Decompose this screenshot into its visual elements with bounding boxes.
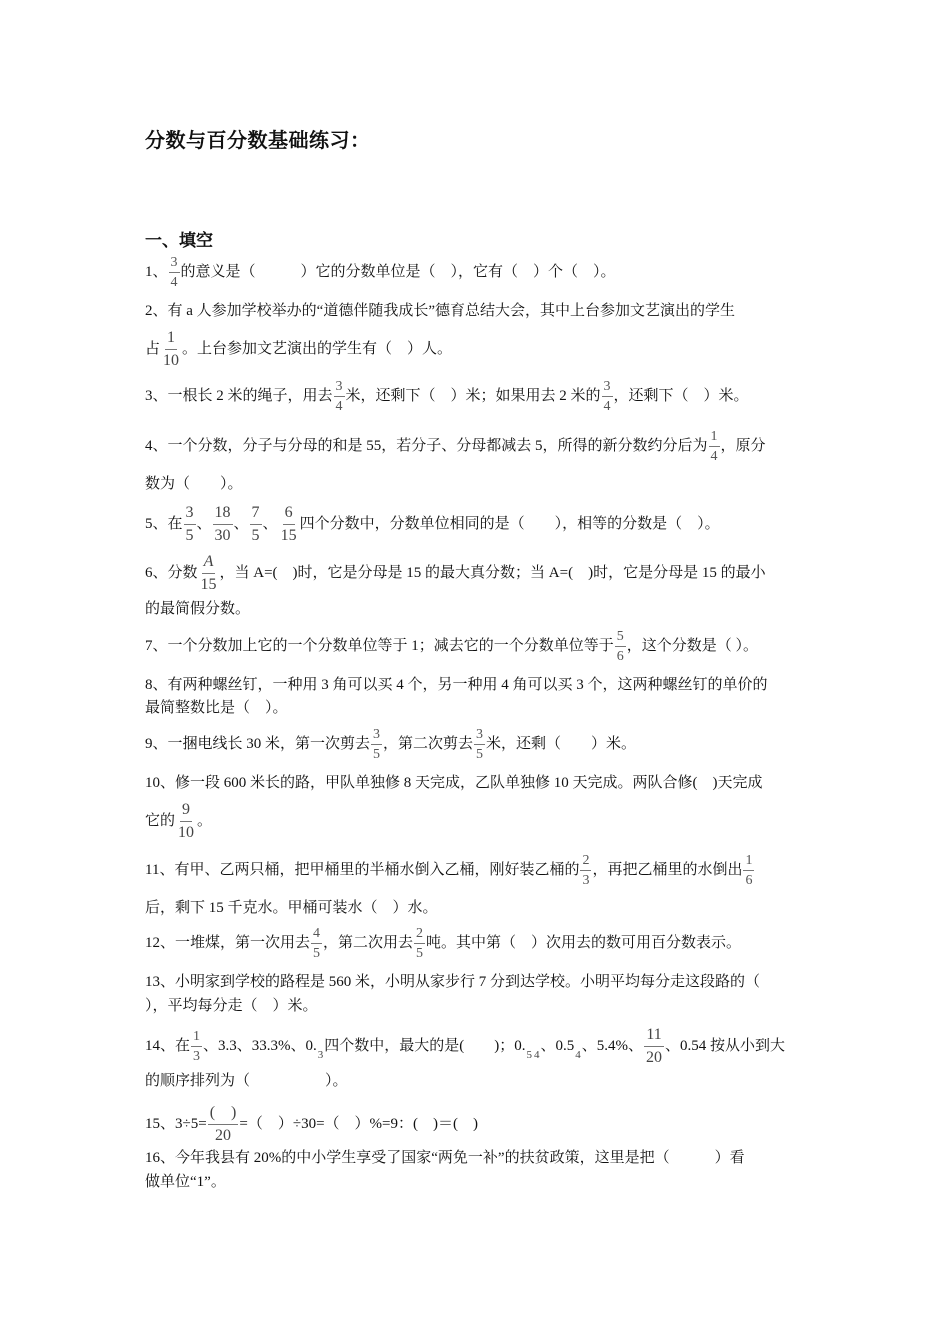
question-10-line-1: 10、修一段 600 米长的路，甲队单独修 8 天完成，乙队单独修 10 天完成。两队合修( )天完成	[145, 775, 763, 791]
repeating-digit	[527, 1030, 533, 1064]
numerator: 4	[311, 925, 322, 944]
q14-text-e: 、5.4%、	[581, 1037, 644, 1054]
q10-text-b: 。	[197, 812, 213, 829]
numerator: 9	[180, 800, 192, 822]
numerator: ( )	[208, 1103, 239, 1125]
section-heading: 一、填空	[145, 231, 213, 251]
question-7	[145, 628, 810, 665]
denominator: 6	[616, 649, 624, 664]
q5-text-a: 5、在	[145, 515, 183, 532]
question-2-line-2	[145, 328, 810, 371]
page-title: 分数与百分数基础练习：	[145, 128, 371, 152]
q6-text-b: ，当 A=( )时，它是分母是 15 的最大真分数；当 A=( )时，它是分母是 15 的最小	[219, 564, 766, 581]
q6-text-a: 6、分数	[145, 564, 198, 581]
numerator: 3	[602, 378, 613, 397]
q12-text-a: 12、一堆煤，第一次用去	[145, 934, 311, 951]
q4-text-a: 4、一个分数，分子与分母的和是 55，若分子、分母都减去 5，所得的新分数约分后为	[145, 437, 708, 454]
fraction	[199, 552, 219, 595]
separator: 、	[233, 515, 249, 532]
question-9	[145, 726, 810, 763]
fraction	[474, 726, 485, 763]
denominator: 10	[163, 352, 180, 369]
denominator: 20	[215, 1127, 232, 1144]
repeating-digit-value: 4	[575, 1048, 581, 1061]
q1-text: 的意义是（ ）它的分数单位是（ ），它有（ ）个（ ）。	[180, 263, 616, 280]
q9-text-b: ，第二次剪去	[383, 735, 474, 752]
question-1	[145, 254, 810, 291]
question-2-line-1: 2、有 a 人参加学校举办的“道德伴随我成长”德育总结大会，其中上台参加文艺演出的学生	[145, 303, 735, 319]
denominator: 4	[335, 399, 343, 414]
numerator: 2	[414, 925, 425, 944]
fraction	[213, 503, 233, 546]
question-6-line-1	[145, 552, 810, 595]
numerator: 5	[615, 628, 626, 647]
denominator: 30	[214, 527, 231, 544]
numerator: 1	[191, 1028, 202, 1047]
denominator: 3	[193, 1049, 201, 1064]
fraction	[169, 254, 180, 291]
question-14-line-1	[145, 1025, 810, 1068]
question-13-line-2: ），平均每分走（ ）米。	[145, 998, 318, 1014]
denominator: 4	[170, 275, 178, 290]
question-15	[145, 1103, 810, 1146]
numerator: 3	[184, 503, 196, 525]
q14-text-d: 、0.5	[540, 1037, 575, 1054]
denominator: 15	[200, 576, 217, 593]
question-12	[145, 925, 810, 962]
separator: 、	[196, 515, 212, 532]
question-13-line-1: 13、小明家到学校的路程是 560 米，小明从家步行 7 分到达学校。小明平均每分走这段路的（	[145, 974, 761, 990]
q9-text-c: 米，还剩（ ）米。	[486, 735, 637, 752]
q2-text-b: 。上台参加文艺演出的学生有（ ）人。	[182, 340, 453, 357]
repeating-digit	[318, 1030, 324, 1064]
numerator: 3	[474, 726, 485, 745]
q14-text-a: 14、在	[145, 1037, 191, 1054]
q9-text-a: 9、一捆电线长 30 米，第一次剪去	[145, 735, 371, 752]
numerator: 6	[283, 503, 295, 525]
question-10-line-2	[145, 800, 810, 843]
question-4-line-1	[145, 428, 810, 465]
denominator: 5	[185, 527, 194, 544]
denominator: 5	[476, 747, 484, 762]
fraction	[191, 1028, 202, 1065]
denominator: 3	[582, 873, 590, 888]
numerator: A	[202, 552, 216, 574]
question-11-line-1	[145, 852, 810, 889]
fraction	[371, 726, 382, 763]
question-4-line-2: 数为（ ）。	[145, 476, 243, 492]
separator: 、	[262, 515, 278, 532]
fraction	[602, 378, 613, 415]
fraction	[250, 503, 262, 546]
question-11-line-2: 后，剩下 15 千克水。甲桶可装水（ ）水。	[145, 900, 438, 916]
question-8-line-2: 最简整数比是（ ）。	[145, 700, 288, 716]
fraction	[161, 328, 181, 371]
question-16-line-2: 做单位“1”。	[145, 1174, 226, 1190]
q12-text-b: ，第二次用去	[323, 934, 414, 951]
denominator: 5	[416, 946, 424, 961]
q2-text-a: 占	[145, 340, 161, 357]
question-3	[145, 378, 810, 415]
fraction	[176, 800, 196, 843]
denominator: 5	[251, 527, 260, 544]
q3-text-a: 3、一根长 2 米的绳子，用去	[145, 387, 333, 404]
numerator: 1	[165, 328, 177, 350]
q1-number: 1、	[145, 263, 168, 280]
denominator: 5	[373, 747, 381, 762]
fraction	[414, 925, 425, 962]
question-6-line-2: 的最简假分数。	[145, 601, 251, 617]
q12-text-c: 吨。其中第（ ）次用去的数可用百分数表示。	[426, 934, 742, 951]
numerator: 3	[371, 726, 382, 745]
numerator: 3	[169, 254, 180, 273]
denominator: 4	[710, 449, 718, 464]
denominator: 15	[280, 527, 297, 544]
fraction	[311, 925, 322, 962]
fraction	[644, 1025, 664, 1068]
denominator: 5	[313, 946, 321, 961]
repeating-digit-value: 5	[526, 1048, 533, 1061]
denominator: 6	[745, 873, 753, 888]
fraction	[615, 628, 626, 665]
q14-text-c: 四个数中，最大的是( )；0.	[324, 1037, 526, 1054]
denominator: 4	[603, 399, 611, 414]
denominator: 20	[646, 1049, 663, 1066]
numerator: 2	[580, 852, 591, 871]
fraction	[334, 378, 345, 415]
repeating-digit-value: 3	[317, 1048, 324, 1061]
question-16-line-1: 16、今年我县有 20%的中小学生享受了国家“两免一补”的扶贫政策，这里是把（ ）看	[145, 1150, 745, 1166]
q10-text-a: 它的	[145, 812, 176, 829]
fraction	[184, 503, 196, 546]
q14-text-f: 、0.54 按从小到大	[665, 1037, 786, 1054]
q4-text-b: ，原分	[720, 437, 766, 454]
numerator: 1	[743, 852, 754, 871]
repeating-digit	[575, 1030, 581, 1064]
q7-text-a: 7、一个分数加上它的一个分数单位等于 1；减去它的一个分数单位等于	[145, 637, 614, 654]
fraction	[279, 503, 299, 546]
repeating-digit	[534, 1030, 540, 1064]
question-5	[145, 503, 810, 546]
q15-text-a: 15、3÷5=	[145, 1115, 207, 1132]
question-14-line-2: 的顺序排列为（ ）。	[145, 1073, 348, 1089]
fraction	[208, 1103, 239, 1146]
fraction	[743, 852, 754, 889]
q11-text-a: 11、有甲、乙两只桶，把甲桶里的半桶水倒入乙桶，刚好装乙桶的	[145, 861, 580, 878]
question-8-line-1: 8、有两种螺丝钉，一种用 3 角可以买 4 个，另一种用 4 角可以买 3 个，这两种螺丝钉的单价的	[145, 677, 768, 693]
q14-text-b: 、3.3、33.3%、0.	[203, 1037, 317, 1054]
numerator: 18	[213, 503, 233, 525]
q3-text-b: 米，还剩下（ ）米；如果用去 2 米的	[345, 387, 601, 404]
q3-text-c: ，还剩下（ ）米。	[613, 387, 749, 404]
q7-text-b: ，这个分数是（ ）。	[626, 637, 759, 654]
q11-text-b: ，再把乙桶里的水倒出	[592, 861, 743, 878]
q15-text-b: =（ ）÷30=（ ）%=9：( )＝( )	[239, 1115, 478, 1132]
numerator: 7	[250, 503, 262, 525]
fraction	[709, 428, 720, 465]
numerator: 1	[709, 428, 720, 447]
fraction	[580, 852, 591, 889]
denominator: 10	[178, 824, 195, 841]
repeating-digit-value: 4	[534, 1048, 540, 1061]
numerator: 3	[334, 378, 345, 397]
numerator: 11	[644, 1025, 663, 1047]
q5-text-b: 四个分数中，分数单位相同的是（ ），相等的分数是（ ）。	[299, 515, 720, 532]
